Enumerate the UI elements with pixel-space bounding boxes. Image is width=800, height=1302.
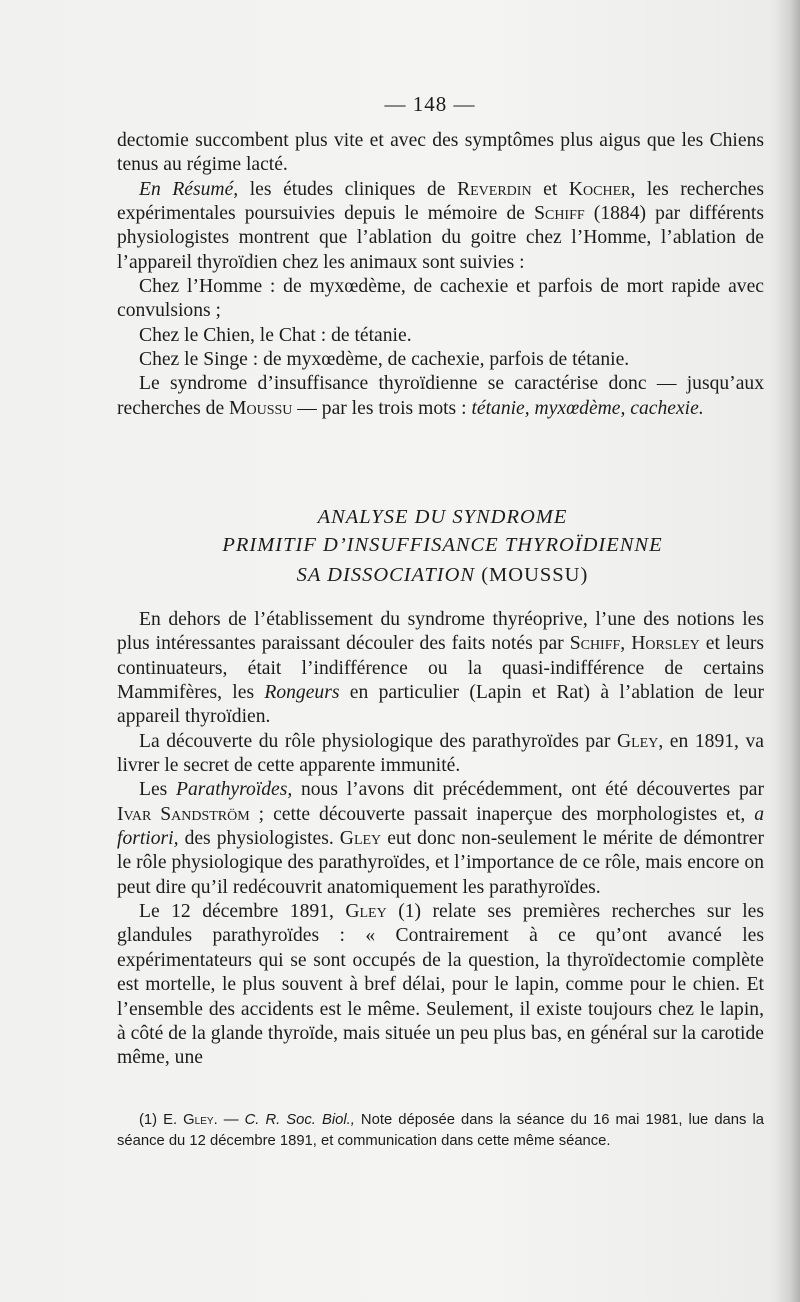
journal-reference: C. R. Soc. Biol., <box>244 1112 355 1128</box>
term-parathyroides: Parathyroïdes, <box>176 779 293 801</box>
paragraph <box>117 608 764 730</box>
term-a-fortiori: a fortiori, <box>117 803 765 850</box>
term-rongeurs: Rongeurs <box>264 682 340 704</box>
author-gley: Gley <box>339 828 382 850</box>
page-number: — 148 — <box>384 92 476 116</box>
paragraph: Chez le Singe : de myxœdème, de cachexie, parfois de tétanie. <box>139 349 630 371</box>
heading-italic-part: SA DISSOCIATION <box>296 564 476 586</box>
section-heading-line-1: ANALYSE DU SYNDROME <box>317 506 568 528</box>
author-reverdin: Reverdin <box>457 178 532 200</box>
text-run: Le syndrome d’insuffisance thyroïdienne se caractérise donc — jusqu’aux recherches de <box>117 373 764 419</box>
text-run: Les <box>139 779 176 801</box>
paragraph <box>117 778 764 900</box>
footnote-text <box>117 1110 764 1152</box>
paragraph <box>117 730 764 779</box>
text-block-top <box>117 129 764 421</box>
text-run: et leurs continuateurs, était l’indifférence ou la quasi-indifférence de certains Mammifères, les <box>117 633 764 704</box>
paragraph-resume <box>117 178 764 275</box>
author-ivar-sandstrom: Ivar Sandström <box>117 803 250 825</box>
author-gley: Gley <box>345 901 387 923</box>
text-run: (1884) par différents physiologistes montrent que l’ablation du goitre chez l’Homme, l’ablation de l’appareil thyroïdien chez les animaux sont suivies : <box>117 203 764 273</box>
text-run: et <box>531 178 569 200</box>
footnote <box>117 1110 764 1152</box>
text-run: (1) E. <box>139 1112 184 1128</box>
text-run: les études cliniques de <box>238 178 458 200</box>
text-block-bottom <box>117 608 764 1071</box>
heading-upright-part: (MOUSSU) <box>475 564 589 586</box>
resume-label: En Résumé, <box>139 178 239 200</box>
text-run: en 1891, va livrer le secret de cette apparente immunité. <box>117 730 764 777</box>
author-gley: Gley. <box>183 1112 218 1128</box>
text-run: les recherches expérimentales poursuivies depuis le mémoire de <box>117 178 765 225</box>
paragraph-syndrome <box>117 372 764 421</box>
text-run: — par les trois mots : <box>292 397 472 419</box>
author-kocher: Kocher, <box>568 178 636 200</box>
author-schiff: Schiff, <box>569 633 626 655</box>
syndrome-terms: tétanie, myxœdème, cachexie. <box>471 397 704 419</box>
paragraph <box>117 900 764 1070</box>
text-run: ; cette découverte passait inaperçue des morphologistes et, <box>249 803 755 825</box>
text-run: des physiologistes. <box>178 828 340 850</box>
text-run: en particulier (Lapin et Rat) à l’ablation de leur appareil thyroïdien. <box>117 682 764 728</box>
text-run: Le 12 décembre 1891, <box>139 901 346 923</box>
author-gley: Gley, <box>616 730 664 752</box>
text-run: — <box>217 1112 245 1128</box>
text-run: La découverte du rôle physiologique des parathyroïdes par <box>139 730 617 752</box>
text-run: En dehors de l’établissement du syndrome thyréoprive, l’une des notions les plus intéressantes paraissant découler des faits notés par <box>117 609 764 655</box>
paragraph: Chez le Chien, le Chat : de tétanie. <box>139 324 412 346</box>
section-heading-line-3 <box>117 561 768 589</box>
text-run: Note déposée dans la séance du 16 mai 1981, lue dans la séance du 12 décembre 1891, et communication dans cette même séance. <box>117 1112 764 1149</box>
text-run: (1) relate ses premières recherches sur les glandules parathyroïdes : « Contrairement à ce qu’ont avancé les expérimentateurs qui se sont occupés de la question, la thyroïdectomie complète est mortelle, le plus souvent à bref délai, pour le lapin, comme pour le chien. Et l’ensemble des accidents est le même. Seulement, il existe toujours chez le lapin, à côté de la glande thyroïde, mais située un peu plus bas, en général sur la carotide même, une <box>117 901 764 1069</box>
section-heading-line-2: PRIMITIF D’INSUFFISANCE THYROÏDIENNE <box>222 534 663 556</box>
page-edge-shadow <box>776 0 800 1302</box>
paragraph: dectomie succombent plus vite et avec des symptômes plus aigus que les Chiens tenus au régime lacté. <box>117 130 764 176</box>
paragraph: Chez l’Homme : de myxœdème, de cachexie et parfois de mort rapide avec convulsions ; <box>117 276 764 322</box>
author-horsley: Horsley <box>631 633 700 655</box>
text-run: eut donc non-seulement le mérite de démontrer le rôle physiologique des parathyroïdes, et l’importance de ce rôle, mais encore on peut dire qu’il redécouvrit anatomiquement les parathyroïdes. <box>117 828 764 898</box>
author-moussu: Moussu <box>229 397 293 419</box>
text-run: nous l’avons dit précédemment, ont été découvertes par <box>292 779 764 801</box>
author-schiff: Schiff <box>534 203 585 225</box>
